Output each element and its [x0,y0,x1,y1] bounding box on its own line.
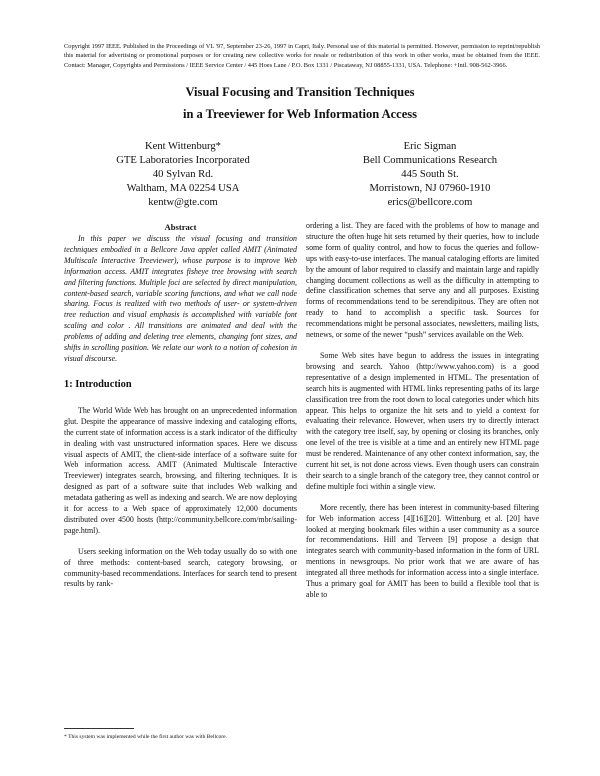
author-street: 40 Sylvan Rd. [152,169,214,180]
body-paragraph: The World Wide Web has brought on an unprecedented information glut. Despite the appearance of massive indexing and cataloging efforts, the current state of information access is a stark indicator of the difficulty in dealing with vast unstructured information spaces. Here we discuss visual aspects of AMIT, the client-side interface of a software suite for Web information access. AMIT (Animated Multiscale Interactive Treeviewer) integrates search, browsing, and filtering techniques. It is designed as part of a software suite that includes Web walking and metadata gathering as well as indexing and search. We are now deploying it for access to a Web space of approximately 12,000 documents distributed over 4500 hosts (http://community.bellcore.com/mbr/sailing-page.html). [64,405,297,535]
body-paragraph: More recently, there has been interest in community-based filtering for Web information access [4][16][20]. Wittenburg et al. [20] have looked at merging bookmark files within a user community as a source for recommendations. Hill and Terveen [9] propose a design that integrates search with community-based information in the form of URL mentions in newsgroups. No prior work that we are aware of has integrated all three methods for information access into a single interface. Thus a primary goal for AMIT has been to build a flexible tool that is able to [306,502,539,599]
copyright-notice: Copyright 1997 IEEE. Published in the Proceedings of VL '97, September 23-26, 1997 in Capri, Italy. Personal use of this material is permitted. However, permission to reprint/republish this material for advertising or promotional purposes or for creating new collective works for resale or redistribution of this work in other works, must be obtained from the IEEE. Contact: Manager, Copyrights and Permissions / IEEE Service Center / 445 Hoes Lane / P.O. Box 1331 / Piscataway, NJ 08855-1331, USA. Telephone: +Intl. 908-562-3966. [64,43,540,69]
author-block-2 [315,140,545,210]
author-city: Waltham, MA 02254 USA [126,183,240,194]
title-line-1: Visual Focusing and Transition Techniques [185,85,415,99]
author-block-1 [68,140,298,210]
author-street: 445 South St. [401,169,459,180]
author-name: Kent Wittenburg* [145,141,221,152]
body-paragraph: Some Web sites have begun to address the issues in integrating browsing and search. Yahoo (http://www.yahoo.com) is a good representative of a design implemented in HTML. The presentation of search hits is augmented with HTML links representing paths of its large classification tree from the root down to local categories under which hits appear. This helps to organize the hit sets and to yield a context for evaluating their relevance. However, when users try to directly interact with the category tree itself, say, by opening or closing its branches, only one level of the tree is visible at a time and an entirely new HTML page must be rendered. Maintenance of any other context information, say, the current hit set, is not done across views. Even though users can constrain their search to a single branch of the category tree, they cannot control or define multiple foci within a single view. [306,350,539,491]
left-column [64,221,297,590]
author-email: kentw@gte.com [148,197,218,208]
right-column [306,221,539,601]
title-line-2: in a Treeviewer for Web Information Access [182,107,417,121]
footnote-divider [64,728,134,729]
paper-title [0,81,600,125]
body-paragraph: Users seeking information on the Web today usually do so with one of three methods: content-based search, category browsing, or community-based recommendations. Interfaces for search tend to present results by rank- [64,546,297,589]
author-affiliation: Bell Communications Research [362,155,498,166]
abstract-heading: Abstract [164,222,197,232]
author-email: erics@bellcore.com [387,197,473,208]
author-affiliation: GTE Laboratories Incorporated [116,155,250,166]
footnote: * This system was implemented while the first author was with Bellcore. [64,734,228,740]
body-paragraph: ordering a list. They are faced with the problems of how to manage and structure the often huge hit sets returned by their queries, how to include some form of quality control, and how to focus the queries and follow-ups with easy-to-use interfaces. The manual cataloging efforts are limited by the amount of labor required to classify and maintain large and rapidly changing document collections as well as the difficulty in attempting to define classification schemes that serve any and all purposes. Existing forms of recommendations tend to be serendipitous. They are often not ready to hand to accomplish a specific task. Sources for recommendations might be personal associates, newsletters, mailing lists, netnews, or some of the newer “push” services available on the Web. [306,221,539,340]
author-city: Morristown, NJ 07960-1910 [369,183,491,194]
abstract-text: In this paper we discuss the visual focusing and transition techniques embodied in a Bellcore Java applet called AMIT (Animated Multiscale Interactive Treeviewer), whose purpose is to improve Web information access. AMIT integrates fisheye tree browsing with search and filtering functions. Multiple foci are selected by direct manipulation, content-based search, variable scoring functions, and what we call node sharing. Focus is realized with two methods of user- or system-driven tree reduction and visual emphasis is accomplished with variable font scaling and color . All transitions are animated and deal with the problems of adding and deleting tree elements, changing font sizes, and shifts in scrolling position. We relate our work to a notion of cohesion in visual discourse. [64,234,297,363]
author-name: Eric Sigman [403,141,457,152]
section-heading-introduction: 1: Introduction [64,378,132,390]
